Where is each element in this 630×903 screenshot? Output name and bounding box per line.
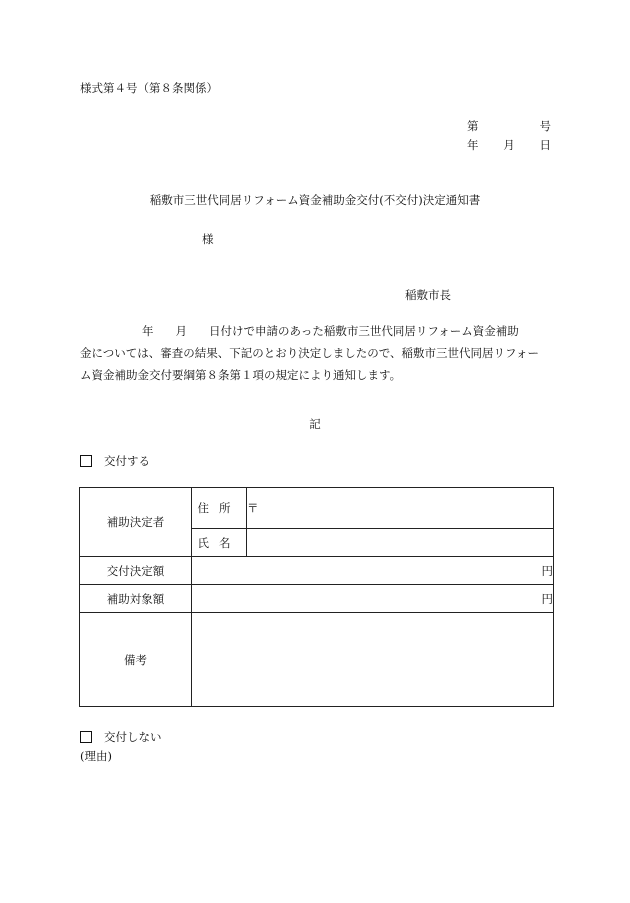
address-field[interactable]	[247, 488, 554, 529]
remarks-field[interactable]	[192, 613, 554, 707]
body-date-year: 年	[142, 324, 154, 338]
date-month: 月	[503, 138, 515, 152]
body-line-2: 金については、審査の結果、下記のとおり決定しましたので、稲敷市三世代同居リフォー	[80, 346, 539, 360]
document-title: 稲敷市三世代同居リフォーム資金補助金交付(不交付)決定通知書	[149, 193, 481, 207]
form-number-label: 様式第４号（第８条関係）	[80, 81, 218, 95]
grant-checkbox[interactable]	[80, 455, 92, 467]
record-heading: 記	[309, 417, 321, 431]
body-line-1	[80, 320, 554, 342]
decision-table	[79, 487, 554, 707]
name-field[interactable]	[247, 529, 554, 557]
eligible-amount-yen: 円	[541, 591, 553, 606]
eligible-amount-label: 補助対象額	[80, 585, 192, 613]
option-deny[interactable]	[80, 729, 162, 745]
reason-label: (理由)	[80, 749, 112, 763]
addressee-honorific: 様	[202, 232, 214, 246]
notice-body	[80, 320, 554, 386]
issue-date-line	[467, 137, 551, 153]
grant-amount-field[interactable]	[192, 557, 554, 585]
postal-mark: 〒	[247, 501, 259, 515]
grant-amount-label: 交付決定額	[80, 557, 192, 585]
number-prefix: 第	[467, 119, 479, 133]
body-line-3: ム資金補助金交付要綱第８条第１項の規定により通知します。	[80, 368, 402, 382]
grant-amount-yen: 円	[541, 563, 553, 578]
date-day: 日	[539, 138, 551, 152]
name-label: 氏名	[192, 529, 247, 557]
recipient-header: 補助決定者	[80, 488, 192, 557]
deny-checkbox[interactable]	[80, 731, 92, 743]
option-grant[interactable]	[80, 453, 150, 469]
date-year: 年	[467, 138, 479, 152]
issuer-mayor: 稲敷市長	[405, 288, 451, 302]
document-number-line	[467, 118, 551, 134]
eligible-amount-field[interactable]	[192, 585, 554, 613]
option-deny-label: 交付しない	[104, 730, 162, 744]
address-label: 住所	[192, 488, 247, 529]
option-grant-label: 交付する	[104, 454, 150, 468]
body-line-1-rest: 日付けで申請のあった稲敷市三世代同居リフォーム資金補助	[209, 324, 519, 338]
number-suffix: 号	[539, 119, 551, 133]
body-date-month: 月	[175, 324, 187, 338]
remarks-label: 備考	[80, 613, 192, 707]
